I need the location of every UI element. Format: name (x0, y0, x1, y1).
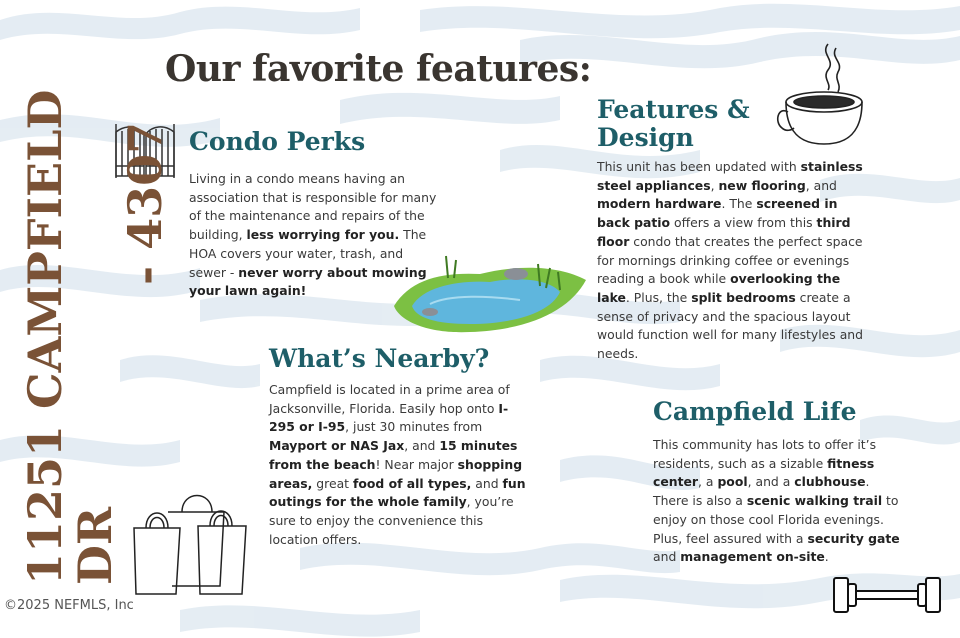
text-run: , you’re sure to enjoy the convenience this location offers. (269, 494, 514, 547)
text-run: offers a view from this (670, 215, 817, 231)
title-line-1: Features & (597, 95, 750, 124)
highlight-text: security gate (807, 530, 900, 546)
section-body (597, 158, 867, 364)
text-run: The HOA covers your water, trash, and sewer - (189, 227, 427, 280)
address-line-2: - 4307 (118, 121, 172, 285)
text-run: great (312, 475, 353, 491)
section-title: Condo Perks (189, 127, 366, 156)
whats-nearby-section (269, 345, 529, 549)
text-run: . Plus, the (625, 289, 692, 305)
highlight-text: food of all types, (352, 475, 472, 491)
title-line-2: Design (597, 123, 694, 152)
highlight-text: screened in back patio (597, 196, 838, 231)
highlight-text: I-295 or I-95 (269, 400, 509, 435)
features-design-section (597, 96, 867, 364)
highlight-text: new flooring (718, 177, 806, 193)
text-run: Living in a condo means having an association that is responsible for many of the maintenance and repairs of the building, (189, 171, 437, 243)
campfield-life-section (653, 398, 903, 567)
text-run: This unit has been updated with (597, 159, 801, 174)
section-body (653, 436, 903, 567)
text-run: to enjoy on those cool Florida evenings. Plus, feel assured with a (653, 493, 899, 546)
condo-perks-section (189, 128, 439, 301)
text-run: create a sense of privacy and the spacious layout would function well for many lifestyles and needs. (597, 289, 863, 362)
highlight-text: pool (717, 474, 748, 490)
text-run: . The (721, 196, 757, 212)
text-run: . There is also a (653, 474, 870, 509)
highlight-text: clubhouse (794, 474, 866, 490)
text-run: , and a (747, 474, 795, 490)
highlight-text: less worrying for you. (246, 227, 400, 243)
text-run: , and (805, 177, 837, 193)
section-body (189, 170, 439, 301)
highlight-text: stainless steel appliances (597, 159, 863, 193)
section-title: What’s Nearby? (269, 344, 490, 373)
highlight-text: split bedrooms (691, 289, 796, 305)
text-run: . (824, 549, 829, 565)
property-address-vertical-title (18, 65, 172, 585)
text-run: and (471, 475, 503, 491)
text-run: , (710, 177, 719, 193)
page-heading: Our favorite features: (165, 48, 592, 90)
highlight-text: overlooking the lake (597, 271, 841, 305)
highlight-text: scenic walking trail (746, 493, 883, 509)
dumbbell-icon (832, 572, 942, 616)
copyright-notice: ©2025 NEFMLS, Inc (4, 598, 134, 613)
address-line-1: 11251 CAMPFIELD DR (18, 89, 122, 585)
highlight-text: fun outings for the whole family (269, 475, 526, 510)
highlight-text: fitness center (653, 455, 875, 490)
highlight-text: Mayport or NAS Jax (269, 438, 405, 454)
text-run: Campfield is located in a prime area of Jacksonville, Florida. Easily hop onto (269, 382, 510, 416)
text-run: ! Near major (375, 456, 458, 472)
text-run: , a (698, 474, 718, 490)
text-run: , and (404, 438, 440, 454)
highlight-text: modern hardware (597, 196, 722, 212)
text-run: condo that creates the perfect space for mornings drinking coffee or evenings reading a book while (597, 233, 863, 287)
highlight-text: management on-site (680, 549, 825, 565)
section-body (269, 381, 529, 549)
text-run: This community has lots to offer it’s residents, such as a sizable (653, 437, 877, 471)
text-run: , just 30 minutes from (345, 419, 483, 435)
highlight-text: third floor (597, 215, 851, 249)
highlight-text: shopping areas, (269, 456, 523, 491)
section-title: Campfield Life (653, 397, 857, 426)
section-title (597, 96, 867, 152)
text-run: and (653, 549, 681, 565)
highlight-text: never worry about mowing your lawn again! (189, 264, 427, 299)
highlight-text: 15 minutes from the beach (269, 438, 518, 472)
